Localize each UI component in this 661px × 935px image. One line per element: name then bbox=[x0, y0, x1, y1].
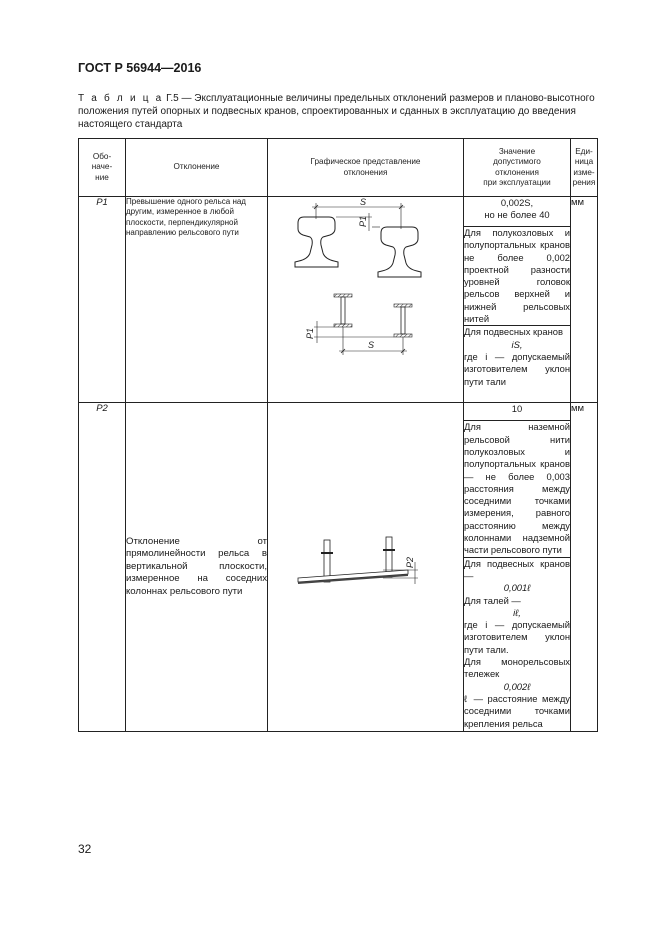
row-value-suspended: Для подвесных кранов iS, где i — допускаемый изготовителем уклон пути тали bbox=[464, 326, 571, 403]
deviations-table bbox=[78, 138, 598, 732]
left-beam-top-flange bbox=[334, 294, 352, 297]
row-description: Отклонение от прямолинейности рельса в вертикальной плоскости, измеренное на соседних колоннах рельсового пути bbox=[126, 403, 268, 731]
right-rail-profile bbox=[378, 227, 421, 277]
drawing-cell bbox=[268, 197, 464, 403]
caption-text: Г.5 — Эксплуатационные величины предельных отклонений размеров и планово-высотного положения путей опорных и подвесных кранов, спроектированных и сданных в эксплуатацию до введения настоящего стандарта bbox=[78, 93, 595, 130]
row-value-main: 10 bbox=[464, 403, 571, 421]
header-unit: Еди- ница изме- рения bbox=[571, 139, 598, 197]
row-code: P2 bbox=[79, 403, 126, 731]
dimension-p1-label-bottom: P1 bbox=[305, 327, 315, 339]
dimension-s-label-bottom: S bbox=[368, 340, 375, 350]
rail-straightness-diagram bbox=[268, 532, 463, 602]
row-value-main: 0,002S, но не более 40 bbox=[464, 197, 571, 227]
page-number: 32 bbox=[78, 842, 92, 856]
table-caption bbox=[78, 92, 596, 131]
left-beam-web bbox=[341, 297, 345, 324]
caption-label: Т а б л и ц а bbox=[78, 93, 164, 104]
row-code: P1 bbox=[79, 197, 126, 403]
dimension-p1-label-top: P1 bbox=[358, 215, 368, 227]
left-beam-bottom-flange bbox=[334, 324, 352, 327]
header-drawing: Графическое представление отклонения bbox=[268, 139, 464, 197]
left-rail-profile bbox=[295, 217, 338, 267]
row-value-suspended: Для подвесных кранов — 0,001ℓ Для талей — iℓ, где i — допускаемый изготовителем уклон пути тали. Для монорельсовых тележек 0,002ℓ ℓ — расстояние между соседними точками крепления рельса bbox=[464, 557, 571, 731]
dimension-s-label: S bbox=[360, 197, 367, 207]
drawing-cell bbox=[268, 403, 464, 731]
right-beam-web bbox=[401, 307, 405, 334]
right-beam-bottom-flange bbox=[394, 334, 412, 337]
row-unit: мм bbox=[571, 403, 598, 731]
header-value: Значение допустимого отклонения при эксплуатации bbox=[464, 139, 571, 197]
table-row bbox=[79, 403, 598, 421]
row-unit: мм bbox=[571, 197, 598, 403]
header-deviation: Отклонение bbox=[126, 139, 268, 197]
table-row bbox=[79, 197, 598, 227]
row-value-semigantry: Для полукозловых и полупортальных кранов не более 0,002 проектной разности уровней головок рельсов верхней и нижней рельсовых нитей bbox=[464, 227, 570, 325]
dimension-p2-label: P2 bbox=[405, 556, 415, 568]
standard-header: ГОСТ Р 56944—2016 bbox=[78, 61, 202, 75]
row-description: Превышение одного рельса над другим, измеренное в любой плоскости, перпендикулярной направлению рельсового пути bbox=[126, 197, 268, 403]
header-code: Обо- наче- ние bbox=[79, 139, 126, 197]
table-header-row bbox=[79, 139, 598, 197]
right-beam-top-flange bbox=[394, 304, 412, 307]
rail-height-diagram bbox=[268, 197, 463, 402]
row-value-ground-rail: Для наземной рельсовой нити полукозловых и полупортальных кранов — не более 0,003 расстояния между соседними точками измерения, равного расстоянию между колоннами надземной части рельсового пути bbox=[464, 421, 570, 556]
